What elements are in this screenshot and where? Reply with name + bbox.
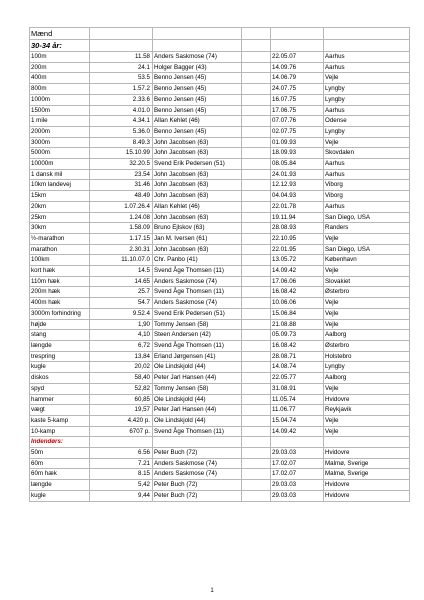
- date-cell: 14.08.74: [271, 362, 324, 373]
- date-cell: 05.09.73: [271, 330, 324, 341]
- athlete-cell: Svend Åge Thomsen (11): [153, 266, 242, 277]
- record-row: [30, 105, 410, 116]
- date-cell: 07.07.76: [271, 116, 324, 127]
- record-row: [30, 73, 410, 84]
- page-number: 1: [210, 588, 214, 594]
- event-cell: 15km: [30, 191, 90, 202]
- date-cell: 12.12.93: [271, 180, 324, 191]
- venue-cell: San Diego, USA: [324, 244, 410, 255]
- event-cell: højde: [30, 319, 90, 330]
- spacer-cell: [242, 52, 271, 63]
- result-cell: 5.36.0: [90, 126, 153, 137]
- record-row: [30, 148, 410, 159]
- athlete-cell: John Jacobsen (63): [153, 191, 242, 202]
- spacer-cell: [242, 480, 271, 491]
- event-cell: 1 mile: [30, 116, 90, 127]
- record-row: [30, 159, 410, 170]
- spacer-cell: [242, 330, 271, 341]
- record-row: [30, 298, 410, 309]
- spacer-cell: [242, 287, 271, 298]
- record-row: [30, 351, 410, 362]
- spacer-cell: [242, 458, 271, 469]
- athlete-cell: Anders Saskmose (74): [153, 276, 242, 287]
- event-cell: længde: [30, 480, 90, 491]
- result-cell: 20,02: [90, 362, 153, 373]
- venue-cell: Østerbro: [324, 340, 410, 351]
- subtitle-row: [30, 40, 410, 52]
- spacer-cell: [242, 415, 271, 426]
- date-cell: 17.02.07: [271, 458, 324, 469]
- date-cell: 17.06.06: [271, 276, 324, 287]
- record-row: [30, 490, 410, 501]
- athlete-cell: John Jacobsen (63): [153, 180, 242, 191]
- date-cell: 22.01.78: [271, 201, 324, 212]
- event-cell: 2000m: [30, 126, 90, 137]
- venue-cell: Reykjavik: [324, 405, 410, 416]
- date-cell: 22.05.07: [271, 52, 324, 63]
- result-cell: 31.46: [90, 180, 153, 191]
- venue-cell: Viborg: [324, 191, 410, 202]
- venue-cell: Aalborg: [324, 330, 410, 341]
- spacer-cell: [242, 340, 271, 351]
- event-cell: spyd: [30, 383, 90, 394]
- venue-cell: Aarhus: [324, 105, 410, 116]
- venue-cell: Vejle: [324, 233, 410, 244]
- result-cell: 32.20.5: [90, 159, 153, 170]
- athlete-cell: Svend Åge Thomsen (11): [153, 340, 242, 351]
- spacer-cell: [242, 490, 271, 501]
- result-cell: 9.52.4: [90, 308, 153, 319]
- result-cell: 52,82: [90, 383, 153, 394]
- spacer-cell: [242, 255, 271, 266]
- venue-cell: Hvidovre: [324, 394, 410, 405]
- record-row: [30, 201, 410, 212]
- athlete-cell: Peter Buch (72): [153, 448, 242, 459]
- venue-cell: Hvidovre: [324, 480, 410, 491]
- record-row: [30, 319, 410, 330]
- event-cell: 200m: [30, 62, 90, 73]
- spacer-cell: [242, 319, 271, 330]
- venue-cell: Vejle: [324, 383, 410, 394]
- record-row: [30, 126, 410, 137]
- event-cell: 110m hæk: [30, 276, 90, 287]
- title-row: [30, 28, 410, 40]
- result-cell: 60,85: [90, 394, 153, 405]
- spacer-cell: [242, 308, 271, 319]
- spacer-cell: [242, 469, 271, 480]
- spacer-cell: [242, 223, 271, 234]
- event-cell: 100m: [30, 52, 90, 63]
- result-cell: 54.7: [90, 298, 153, 309]
- venue-cell: Malmø, Sverige: [324, 469, 410, 480]
- date-cell: 17.06.75: [271, 105, 324, 116]
- result-cell: 1.24.08: [90, 212, 153, 223]
- date-cell: 29.03.03: [271, 448, 324, 459]
- venue-cell: Østerbro: [324, 287, 410, 298]
- event-cell: 50m: [30, 448, 90, 459]
- athlete-cell: Benno Jensen (45): [153, 73, 242, 84]
- result-cell: 4,10: [90, 330, 153, 341]
- result-cell: 9,44: [90, 490, 153, 501]
- athlete-cell: Tommy Jensen (58): [153, 319, 242, 330]
- spacer-cell: [242, 62, 271, 73]
- record-row: [30, 223, 410, 234]
- record-row: [30, 287, 410, 298]
- result-cell: 48.49: [90, 191, 153, 202]
- venue-cell: Holstebro: [324, 351, 410, 362]
- result-cell: 13,84: [90, 351, 153, 362]
- event-cell: vægt: [30, 405, 90, 416]
- spacer-cell: [242, 394, 271, 405]
- spacer-cell: [242, 105, 271, 116]
- venue-cell: Vejle: [324, 298, 410, 309]
- date-cell: 22.10.95: [271, 233, 324, 244]
- record-row: [30, 52, 410, 63]
- date-cell: 11.06.77: [271, 405, 324, 416]
- venue-cell: Odense: [324, 116, 410, 127]
- indoor-header-row: [30, 437, 410, 448]
- date-cell: 14.09.76: [271, 62, 324, 73]
- record-row: [30, 415, 410, 426]
- result-cell: 14.5: [90, 266, 153, 277]
- athlete-cell: Allan Kehlet (46): [153, 201, 242, 212]
- athlete-cell: Erland Jørgensen (41): [153, 351, 242, 362]
- venue-cell: København: [324, 255, 410, 266]
- event-cell: 100km: [30, 255, 90, 266]
- result-cell: 4.34.1: [90, 116, 153, 127]
- date-cell: 28.08.71: [271, 351, 324, 362]
- spacer-cell: [242, 73, 271, 84]
- venue-cell: Aarhus: [324, 169, 410, 180]
- result-cell: 6.56: [90, 448, 153, 459]
- venue-cell: Vejle: [324, 137, 410, 148]
- venue-cell: Aalborg: [324, 373, 410, 384]
- event-cell: hammer: [30, 394, 90, 405]
- athlete-cell: Benno Jensen (45): [153, 126, 242, 137]
- spacer-cell: [242, 448, 271, 459]
- result-cell: 2.30.31: [90, 244, 153, 255]
- venue-cell: Aarhus: [324, 159, 410, 170]
- venue-cell: San Diego, USA: [324, 212, 410, 223]
- event-cell: 3000m: [30, 137, 90, 148]
- result-cell: 58,40: [90, 373, 153, 384]
- record-row: [30, 383, 410, 394]
- athlete-cell: Ole Lindskjold (44): [153, 362, 242, 373]
- spacer-cell: [242, 191, 271, 202]
- athlete-cell: Allan Kehlet (46): [153, 116, 242, 127]
- result-cell: 1.57.2: [90, 84, 153, 95]
- athlete-cell: Benno Jensen (45): [153, 105, 242, 116]
- record-row: [30, 426, 410, 437]
- result-cell: 5,42: [90, 480, 153, 491]
- result-cell: 1.17.15: [90, 233, 153, 244]
- result-cell: 2.33.6: [90, 94, 153, 105]
- athlete-cell: Peter Jarl Hansen (44): [153, 373, 242, 384]
- spacer-cell: [242, 373, 271, 384]
- date-cell: 18.09.93: [271, 148, 324, 159]
- result-cell: 14.65: [90, 276, 153, 287]
- venue-cell: Aarhus: [324, 62, 410, 73]
- spacer-cell: [242, 276, 271, 287]
- record-row: [30, 480, 410, 491]
- event-cell: diskos: [30, 373, 90, 384]
- athlete-cell: Anders Saskmose (74): [153, 52, 242, 63]
- venue-cell: Vejle: [324, 319, 410, 330]
- records-table: [29, 27, 410, 502]
- result-cell: 6707 p.: [90, 426, 153, 437]
- date-cell: 04.04.93: [271, 191, 324, 202]
- record-row: [30, 137, 410, 148]
- athlete-cell: Svend Åge Thomsen (11): [153, 287, 242, 298]
- event-cell: 3000m forhindring: [30, 308, 90, 319]
- record-row: [30, 340, 410, 351]
- result-cell: 1.58.09: [90, 223, 153, 234]
- date-cell: 24.07.75: [271, 84, 324, 95]
- athlete-cell: Benno Jensen (45): [153, 84, 242, 95]
- record-row: [30, 330, 410, 341]
- date-cell: 24.01.93: [271, 169, 324, 180]
- venue-cell: Hvidovre: [324, 448, 410, 459]
- date-cell: 14.09.42: [271, 266, 324, 277]
- date-cell: 15.06.84: [271, 308, 324, 319]
- event-cell: 1500m: [30, 105, 90, 116]
- result-cell: 24.1: [90, 62, 153, 73]
- venue-cell: Lyngby: [324, 126, 410, 137]
- event-cell: længde: [30, 340, 90, 351]
- venue-cell: Slovakiet: [324, 276, 410, 287]
- athlete-cell: Peter Buch (72): [153, 480, 242, 491]
- spacer-cell: [242, 405, 271, 416]
- athlete-cell: Holger Bagger (43): [153, 62, 242, 73]
- event-cell: stang: [30, 330, 90, 341]
- date-cell: 11.05.74: [271, 394, 324, 405]
- event-cell: 30km: [30, 223, 90, 234]
- venue-cell: Lyngby: [324, 362, 410, 373]
- athlete-cell: Ole Lindskjold (44): [153, 394, 242, 405]
- spacer-cell: [242, 137, 271, 148]
- athlete-cell: John Jacobsen (63): [153, 169, 242, 180]
- record-row: [30, 212, 410, 223]
- result-cell: 1.07.26.4: [90, 201, 153, 212]
- date-cell: 19.11.94: [271, 212, 324, 223]
- athlete-cell: Anders Saskmose (74): [153, 469, 242, 480]
- venue-cell: Aarhus: [324, 52, 410, 63]
- sheet-title: Mænd: [30, 28, 90, 40]
- record-row: [30, 469, 410, 480]
- athlete-cell: John Jacobsen (63): [153, 244, 242, 255]
- record-row: [30, 276, 410, 287]
- result-cell: 19,57: [90, 405, 153, 416]
- record-row: [30, 448, 410, 459]
- date-cell: 29.03.03: [271, 480, 324, 491]
- athlete-cell: Ole Lindskjold (44): [153, 415, 242, 426]
- venue-cell: Lyngby: [324, 84, 410, 95]
- event-cell: 200m hæk: [30, 287, 90, 298]
- record-row: [30, 362, 410, 373]
- date-cell: 16.08.42: [271, 287, 324, 298]
- event-cell: 5000m: [30, 148, 90, 159]
- result-cell: 15.10.99: [90, 148, 153, 159]
- spacer-cell: [242, 116, 271, 127]
- athlete-cell: John Jacobsen (63): [153, 137, 242, 148]
- date-cell: 16.08.42: [271, 340, 324, 351]
- event-cell: kugle: [30, 362, 90, 373]
- date-cell: 16.07.75: [271, 94, 324, 105]
- spacer-cell: [242, 169, 271, 180]
- athlete-cell: Steen Andersen (42): [153, 330, 242, 341]
- date-cell: 01.09.93: [271, 137, 324, 148]
- record-row: [30, 62, 410, 73]
- spacer-cell: [242, 212, 271, 223]
- date-cell: 22.01.95: [271, 244, 324, 255]
- athlete-cell: Jan M. Iversen (61): [153, 233, 242, 244]
- record-row: [30, 94, 410, 105]
- result-cell: 25.7: [90, 287, 153, 298]
- spacer-cell: [242, 201, 271, 212]
- venue-cell: Viborg: [324, 180, 410, 191]
- result-cell: 7.21: [90, 458, 153, 469]
- event-cell: 1 dansk mil: [30, 169, 90, 180]
- date-cell: 13.05.72: [271, 255, 324, 266]
- event-cell: 25km: [30, 212, 90, 223]
- indoor-heading: Indendørs:: [30, 437, 90, 448]
- spacer-cell: [242, 159, 271, 170]
- date-cell: 14.06.79: [271, 73, 324, 84]
- record-row: [30, 244, 410, 255]
- venue-cell: Randers: [324, 223, 410, 234]
- result-cell: 4.01.0: [90, 105, 153, 116]
- spacer-cell: [242, 298, 271, 309]
- athlete-cell: Svend Erik Pedersen (51): [153, 308, 242, 319]
- date-cell: 17.02.07: [271, 469, 324, 480]
- event-cell: 60m hæk: [30, 469, 90, 480]
- result-cell: 1,90: [90, 319, 153, 330]
- result-cell: 23.54: [90, 169, 153, 180]
- athlete-cell: Tommy Jensen (58): [153, 383, 242, 394]
- spacer-cell: [242, 180, 271, 191]
- athlete-cell: Peter Jarl Hansen (44): [153, 405, 242, 416]
- result-cell: 8.49.3: [90, 137, 153, 148]
- athlete-cell: Anders Saskmose (74): [153, 458, 242, 469]
- date-cell: 22.05.77: [271, 373, 324, 384]
- spacer-cell: [242, 126, 271, 137]
- spacer-cell: [242, 94, 271, 105]
- athlete-cell: Svend Erik Pedersen (51): [153, 159, 242, 170]
- venue-cell: Aarhus: [324, 201, 410, 212]
- spacer-cell: [242, 383, 271, 394]
- date-cell: 31.08.91: [271, 383, 324, 394]
- result-cell: 6,72: [90, 340, 153, 351]
- record-row: [30, 266, 410, 277]
- event-cell: trespring: [30, 351, 90, 362]
- spacer-cell: [242, 266, 271, 277]
- athlete-cell: Chr. Panbo (41): [153, 255, 242, 266]
- event-cell: 10km landevej: [30, 180, 90, 191]
- record-row: [30, 405, 410, 416]
- athlete-cell: John Jacobsen (63): [153, 148, 242, 159]
- result-cell: 8.15: [90, 469, 153, 480]
- record-row: [30, 191, 410, 202]
- spacer-cell: [242, 362, 271, 373]
- athlete-cell: Svend Åge Thomsen (11): [153, 426, 242, 437]
- result-cell: 11.10.07.0: [90, 255, 153, 266]
- result-cell: 11.58: [90, 52, 153, 63]
- venue-cell: Malmø, Sverige: [324, 458, 410, 469]
- date-cell: 10.06.06: [271, 298, 324, 309]
- spacer-cell: [242, 244, 271, 255]
- athlete-cell: John Jacobsen (63): [153, 212, 242, 223]
- spacer-cell: [242, 351, 271, 362]
- record-row: [30, 116, 410, 127]
- result-cell: 53.5: [90, 73, 153, 84]
- venue-cell: Vejle: [324, 266, 410, 277]
- event-cell: kaste 5-kamp: [30, 415, 90, 426]
- venue-cell: Hvidovre: [324, 490, 410, 501]
- age-group-title: 30-34 år:: [30, 40, 90, 52]
- date-cell: 14.09.42: [271, 426, 324, 437]
- date-cell: 15.04.74: [271, 415, 324, 426]
- record-row: [30, 394, 410, 405]
- venue-cell: Lyngby: [324, 94, 410, 105]
- record-row: [30, 308, 410, 319]
- event-cell: 10-kamp: [30, 426, 90, 437]
- record-row: [30, 458, 410, 469]
- event-cell: kort hæk: [30, 266, 90, 277]
- date-cell: 02.07.75: [271, 126, 324, 137]
- venue-cell: Vejle: [324, 308, 410, 319]
- event-cell: kugle: [30, 490, 90, 501]
- record-row: [30, 255, 410, 266]
- venue-cell: Vejle: [324, 426, 410, 437]
- spacer-cell: [242, 426, 271, 437]
- athlete-cell: Anders Saskmose (74): [153, 298, 242, 309]
- event-cell: 10000m: [30, 159, 90, 170]
- date-cell: 28.08.93: [271, 223, 324, 234]
- record-row: [30, 169, 410, 180]
- event-cell: 20km: [30, 201, 90, 212]
- event-cell: ½-marathon: [30, 233, 90, 244]
- athlete-cell: Peter Buch (72): [153, 490, 242, 501]
- event-cell: 400m hæk: [30, 298, 90, 309]
- event-cell: 60m: [30, 458, 90, 469]
- event-cell: marathon: [30, 244, 90, 255]
- venue-cell: Vejle: [324, 415, 410, 426]
- record-row: [30, 180, 410, 191]
- athlete-cell: Benno Jensen (45): [153, 94, 242, 105]
- date-cell: 21.08.88: [271, 319, 324, 330]
- record-row: [30, 233, 410, 244]
- record-row: [30, 373, 410, 384]
- result-cell: 4.420 p.: [90, 415, 153, 426]
- athlete-cell: Bruno Ejlskov (63): [153, 223, 242, 234]
- spacer-cell: [242, 148, 271, 159]
- record-row: [30, 84, 410, 95]
- spacer-cell: [242, 233, 271, 244]
- date-cell: 08.05.84: [271, 159, 324, 170]
- event-cell: 400m: [30, 73, 90, 84]
- venue-cell: Vejle: [324, 73, 410, 84]
- event-cell: 1000m: [30, 94, 90, 105]
- spacer-cell: [242, 84, 271, 95]
- event-cell: 800m: [30, 84, 90, 95]
- venue-cell: Skovdalen: [324, 148, 410, 159]
- date-cell: 29.03.03: [271, 490, 324, 501]
